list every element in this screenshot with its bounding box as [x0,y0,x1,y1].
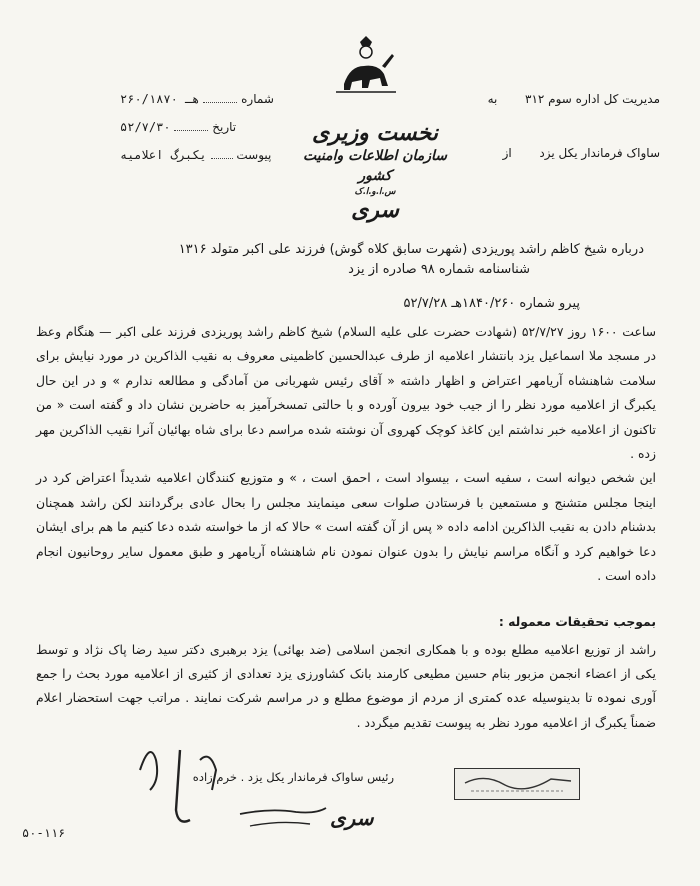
from-value: ساواک فرماندار یکل یزد [539,146,660,160]
date-label: تاریخ [212,120,237,134]
to-row [488,92,660,106]
date-row [120,120,236,134]
secret-stamp: سری [330,806,374,830]
body-paragraph: این شخص دیوانه است ، سفیه است ، بیسواد است ، احمق است ، » و متوزیع کنندگان اعلامیه شدیداً اعتراض کرد در اینجا مجلس متشنج و مستمعین با فرستادن صلوات سعی مینمایند مجلس را بحال عادی برگردانند لکن راشد همچنان بدشنام دادن به نقیب الذاکرین ادامه داده « پس از آن گفته است » حالا که از ما خواسته شده دعا کنیم ما هم برای ایشان دعا خواهیم کرد و آنگاه مراسم نیایش را بدون عنوان نمودن نام شاهنشاه آریامهر و طبق معمول سایر روحانیون انجام داده است . [36,470,656,584]
letterhead-organization: سازمان اطلاعات وامنیت کشور [302,148,448,184]
letterhead-acronym: س.ا.و.ا.ک [354,187,396,197]
letterhead-classification: سری [351,197,399,223]
number-label: شماره [241,92,274,106]
subject-line: درباره شیخ کاظم راشد پوریزدی (شهرت سابق کلاه گوش) فرزند علی اکبر متولد ۱۳۱۶ [178,242,644,257]
received-stamp [454,768,580,800]
findings-heading: بموجب تحقیقات معموله : [498,614,656,629]
attachment-label: پیوست [236,148,272,162]
body-paragraph: ساعت ۱۶۰۰ روز ۵۲/۷/۲۷ (شهادت حضرت علی علیه السلام) شیخ کاظم راشد پوریزدی فرزند علی اکبر — هنگام وعظ در مسجد ملا اسماعیل یزد بانتشار اعلامیه از طرف عبدالحسین کاظمینی معروف به نقیب الذاکرین در مورد نیایش برای سلامت شاهنشاه آریامهر اعتراض و اظهار داشته « آقای رئیس شهربانی من آمادگی و مطالعه ندارم » و در این حال یکبرگ از اعلامیه مورد نظر را از جیب خود بیرون آورده و با حالتی تمسخرآمیز به حاضرین نشان داد و گفته است « من تاکنون از اعلامیه خبر نداشتم این کاغذ کوچک کهروی آن نوشته شده مراسم دعا برای شاه بهائیان آنرا نقیب الذاکرین مهر زده . [36,324,657,462]
report-body [36,320,656,588]
number-row [120,92,274,106]
handwritten-signature-icon [120,730,340,840]
reference-line: پیرو شماره ۱۸۴۰/۲۶۰هـ ۵۲/۷/۲۸ [403,296,580,311]
number-value: ۲۶۰/۱۸۷۰ هـ [120,92,200,106]
letterhead-ministry: نخست وزیری [312,120,438,146]
subject-id-line: شناسنامه شماره ۹۸ صادره از یزد [348,262,530,277]
from-row [503,146,660,160]
lion-and-sun-emblem-icon [330,36,402,100]
to-label: به [487,92,498,106]
letterhead [300,120,450,222]
findings-body [36,638,656,735]
to-value: مدیریت کل اداره سوم ۳۱۲ [525,92,660,106]
attachment-row [120,148,271,162]
date-value: ۵۲/۷/۳۰ [120,120,171,134]
findings-paragraph: راشد از توزیع اعلامیه مطلع بوده و با همکاری انجمن اسلامی (ضد بهائی) یزد برهبری دکتر سید رضا پاک نژاد و توسط یکی از اعضاء انجمن مزبور بنام حسین مطیعی کارمند بانک کشاورزی یزد تعدادی از کثیری از اعلامیه مورد بحث را جمع آوری نموده تا بدینوسیله عده کمتری از مردم از موضوع مطلع و در مراسم شرکت نمایند . مراتب جهت استحضار اعلام ضمناً یکبرگ از اعلامیه مورد نظر به پیوست تقدیم میگردد . [36,642,656,730]
footer-number: ۵۰-۱۱۶ [22,826,66,840]
attachment-value: یکبرگ اعلامیه [120,148,207,162]
from-label: از [502,146,512,160]
signer-line: رئیس ساواک فرماندار یکل یزد . خرم زاده [192,770,394,784]
stamp-scribble-icon [455,769,579,799]
